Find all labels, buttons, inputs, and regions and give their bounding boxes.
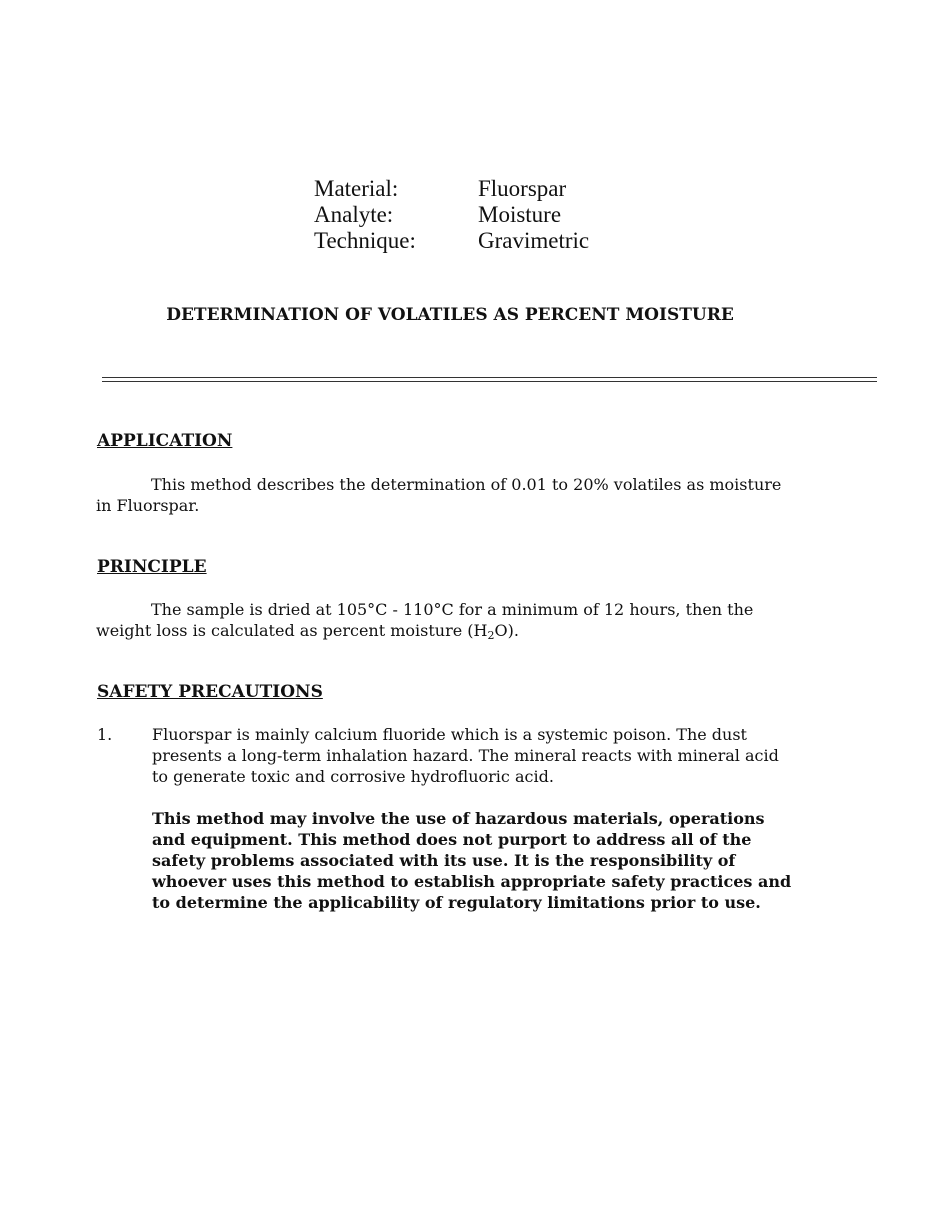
meta-value: Fluorspar — [478, 176, 567, 201]
item-text: Fluorspar is mainly calcium fluoride which is a systemic poison. The dust presents a long-term inhalation hazard. The mineral reacts with mineral acid to generate toxic and corrosive hydrofluoric acid. — [152, 725, 779, 786]
header-metadata — [314, 176, 589, 254]
meta-row-material — [314, 176, 589, 202]
principle-text — [96, 599, 796, 641]
meta-row-technique — [314, 228, 589, 254]
document-title: DETERMINATION OF VOLATILES AS PERCENT MOISTURE — [166, 305, 734, 325]
section-heading-principle: PRINCIPLE — [97, 557, 207, 577]
item-number: 1. — [97, 725, 113, 744]
meta-row-analyte — [314, 202, 589, 228]
section-heading-safety: SAFETY PRECAUTIONS — [97, 682, 323, 702]
safety-list-item — [97, 724, 797, 787]
subscript-2: 2 — [487, 629, 495, 642]
principle-text-end: O). — [494, 621, 519, 640]
principle-text-main: The sample is dried at 105°C - 110°C for a minimum of 12 hours, then the weight loss is calculated as percent moisture (H — [96, 600, 754, 640]
safety-disclaimer: This method may involve the use of hazardous materials, operations and equipment. This method does not purport to address all of the safety problems associated with its use. It is the responsibility of whoever uses this method to establish appropriate safety practices and to determine the applicability of regulatory limitations prior to use. — [152, 809, 792, 912]
meta-key: Analyte: — [314, 202, 394, 227]
section-heading-application: APPLICATION — [97, 431, 233, 451]
meta-value: Gravimetric — [478, 228, 590, 253]
double-rule-divider — [102, 377, 877, 382]
meta-key: Material: — [314, 176, 399, 201]
meta-key: Technique: — [314, 228, 416, 253]
meta-value: Moisture — [478, 202, 562, 227]
application-text: This method describes the determination of 0.01 to 20% volatiles as moisture in Fluorspar. — [96, 475, 782, 515]
